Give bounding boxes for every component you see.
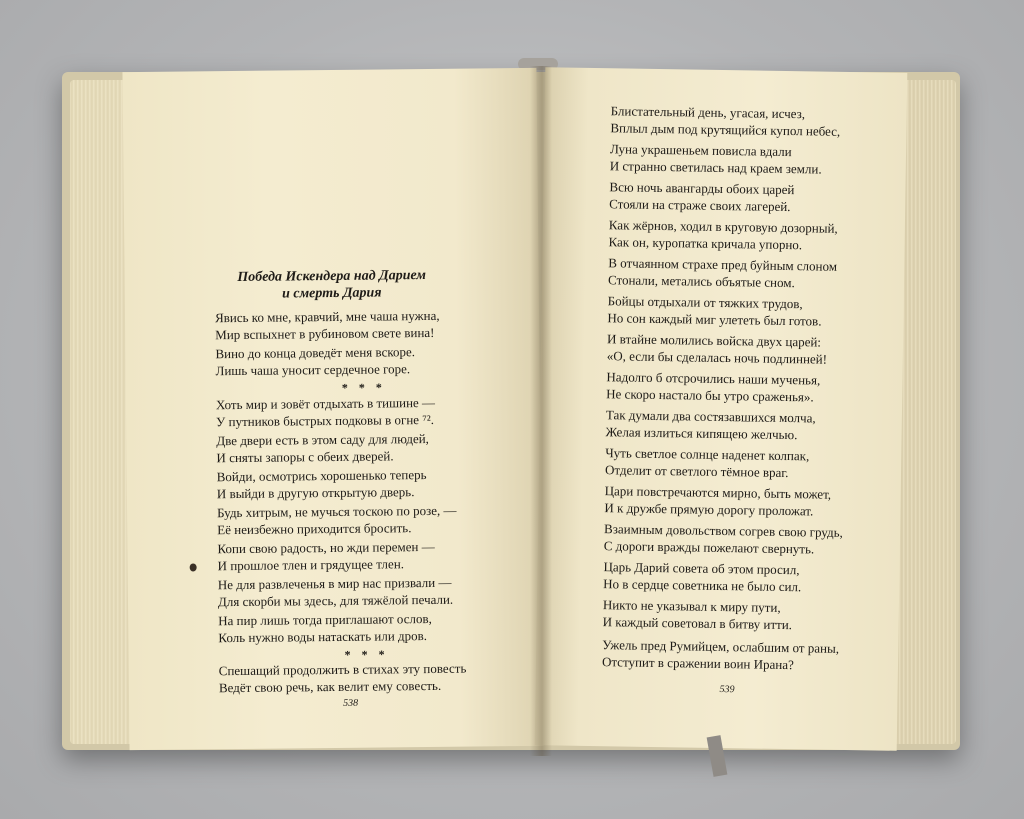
verse-line: Лишь чаша уносит сердечное горе. <box>215 361 411 379</box>
verse-line: Как жёрнов, ходил в круговую дозорный, <box>608 217 838 236</box>
verse-line: «О, если бы сделалась ночь подлинней! <box>606 348 828 367</box>
right-stanza-7 <box>607 330 828 367</box>
poem-title-line-1: Победа Искендера над Дарием <box>237 268 426 285</box>
verse-line: И к дружбе прямую дорогу проложат. <box>604 500 814 519</box>
verse-line: Спешащий продолжить в стихах эту повесть <box>218 660 467 679</box>
verse-line: Вплыл дым под крутящийся купол небес, <box>610 120 841 139</box>
section-separator-stars: * * * <box>341 380 386 395</box>
verse-line: Для скорби мы здесь, для тяжёлой печали. <box>217 591 454 610</box>
verse-line: Её неизбежно приходится бросить. <box>217 520 412 538</box>
left-stanza-7 <box>217 538 435 574</box>
verse-line: С дороги вражды пожелают свернуть. <box>603 538 815 557</box>
verse-line: Желая излиться кипящею желчью. <box>605 424 798 443</box>
verse-line: Отступит в сражении воин Ирана? <box>601 654 794 673</box>
verse-line: И сняты запоры с обеих дверей. <box>216 448 394 466</box>
verse-line: Но в сердце советника не было сил. <box>603 576 802 595</box>
book-gutter <box>530 66 552 756</box>
verse-line: Надолго б отсрочились наши мученья, <box>606 369 821 388</box>
verse-line: Мир вспыхнет в рубиновом свете вина! <box>215 324 435 343</box>
right-stanza-1 <box>610 102 840 140</box>
verse-line: Ужель пред Румийцем, ослабшим от раны, <box>602 637 840 656</box>
left-stanza-8 <box>218 574 453 610</box>
verse-line: Никто не указывал к миру пути, <box>602 597 781 615</box>
left-page <box>122 68 543 750</box>
verse-line: Взаимным довольством согрев свою грудь, <box>603 521 843 540</box>
verse-line: Стояли на страже своих лагерей. <box>609 196 791 215</box>
page-number-right: 539 <box>719 684 735 696</box>
verse-line: Так думали два состязавшихся молча, <box>605 407 816 426</box>
verse-line: Но сон каждый миг улететь был готов. <box>607 310 822 329</box>
left-stanza-2 <box>215 343 415 379</box>
verse-line: Чуть светлое солнце наденет колпак, <box>605 445 810 464</box>
verse-line: Бойцы отдыхали от тяжких трудов, <box>607 293 803 312</box>
right-stanza-3 <box>609 178 795 215</box>
verse-line: И втайне молились войска двух царей: <box>606 331 822 350</box>
verse-line: Стонали, метались объятые сном. <box>607 272 795 291</box>
verse-line: Всю ночь авангарды обоих царей <box>609 179 795 198</box>
page-edges-left <box>70 80 130 744</box>
verse-line: У путников быстрых подковы в огне ⁷². <box>216 411 435 430</box>
verse-line: Цари повстречаются мирно, быть может, <box>604 483 832 502</box>
verse-line: И выйди в другую открытую дверь. <box>216 484 415 502</box>
poem-title-line-2: и смерть Дария <box>281 285 382 302</box>
verse-line: Ведёт свою речь, как велит ему совесть. <box>218 677 442 696</box>
verse-line: Копи свою радость, но жди перемен — <box>217 538 435 557</box>
poem-title <box>125 266 539 304</box>
verse-line: Хоть мир и зовёт отдыхать в тишине — <box>215 394 436 413</box>
verse-line: И прошлое тлен и грядущее тлен. <box>217 556 405 574</box>
right-stanza-15 <box>602 636 839 674</box>
left-stanza-1 <box>215 307 440 343</box>
verse-line: В отчаянном страхе пред буйным слоном <box>608 255 838 274</box>
right-stanza-4 <box>608 216 837 254</box>
left-stanza-5 <box>217 466 427 502</box>
verse-line: Вино до конца доведёт меня вскоре. <box>215 344 416 362</box>
right-page <box>535 67 908 751</box>
right-stanza-9 <box>605 406 815 443</box>
right-stanza-8 <box>606 368 820 405</box>
right-stanza-2 <box>610 140 822 177</box>
section-separator-stars: * * * <box>344 647 389 662</box>
verse-line: Явись ко мне, кравчий, мне чаша нужна, <box>214 307 440 326</box>
verse-line: Войди, осмотрись хорошенько теперь <box>216 467 427 485</box>
verse-line: Две двери есть в этом саду для людей, <box>216 430 429 449</box>
verse-line: Коль нужно воды натаскать или дров. <box>218 628 428 646</box>
ink-spot <box>190 563 197 571</box>
verse-line: Не скоро настало бы утро сраженья». <box>606 386 814 405</box>
verse-line: На пир лишь тогда приглашают ослов, <box>218 610 432 629</box>
verse-line: Отделит от светлого тёмное враг. <box>604 462 789 481</box>
verse-line: Блистательный день, угасая, исчез, <box>610 103 806 122</box>
page-number-left: 538 <box>343 697 359 709</box>
right-stanza-11 <box>604 482 831 520</box>
right-stanza-5 <box>608 254 837 292</box>
left-stanza-4 <box>216 430 429 466</box>
left-stanza-3 <box>216 394 435 430</box>
right-stanza-12 <box>604 520 843 558</box>
verse-line: И каждый советовал в битву итти. <box>602 614 793 633</box>
right-stanza-6 <box>607 292 822 329</box>
verse-line: И странно светилась над краем земли. <box>609 158 822 177</box>
left-stanza-6 <box>217 502 457 539</box>
verse-line: Не для развлеченья в мир нас призвали — <box>217 574 452 593</box>
verse-line: Царь Дарий совета об этом просил, <box>603 559 800 578</box>
right-stanza-10 <box>605 444 810 481</box>
left-stanza-10 <box>219 660 467 697</box>
right-stanza-14 <box>603 596 793 633</box>
verse-line: Будь хитрым, не мучься тоскою по розе, — <box>217 502 457 521</box>
verse-line: Луна украшеньем повисла вдали <box>609 141 792 160</box>
verse-line: Как он, куропатка кричала упорно. <box>608 234 803 253</box>
right-stanza-13 <box>603 558 802 595</box>
left-stanza-9 <box>218 610 432 646</box>
